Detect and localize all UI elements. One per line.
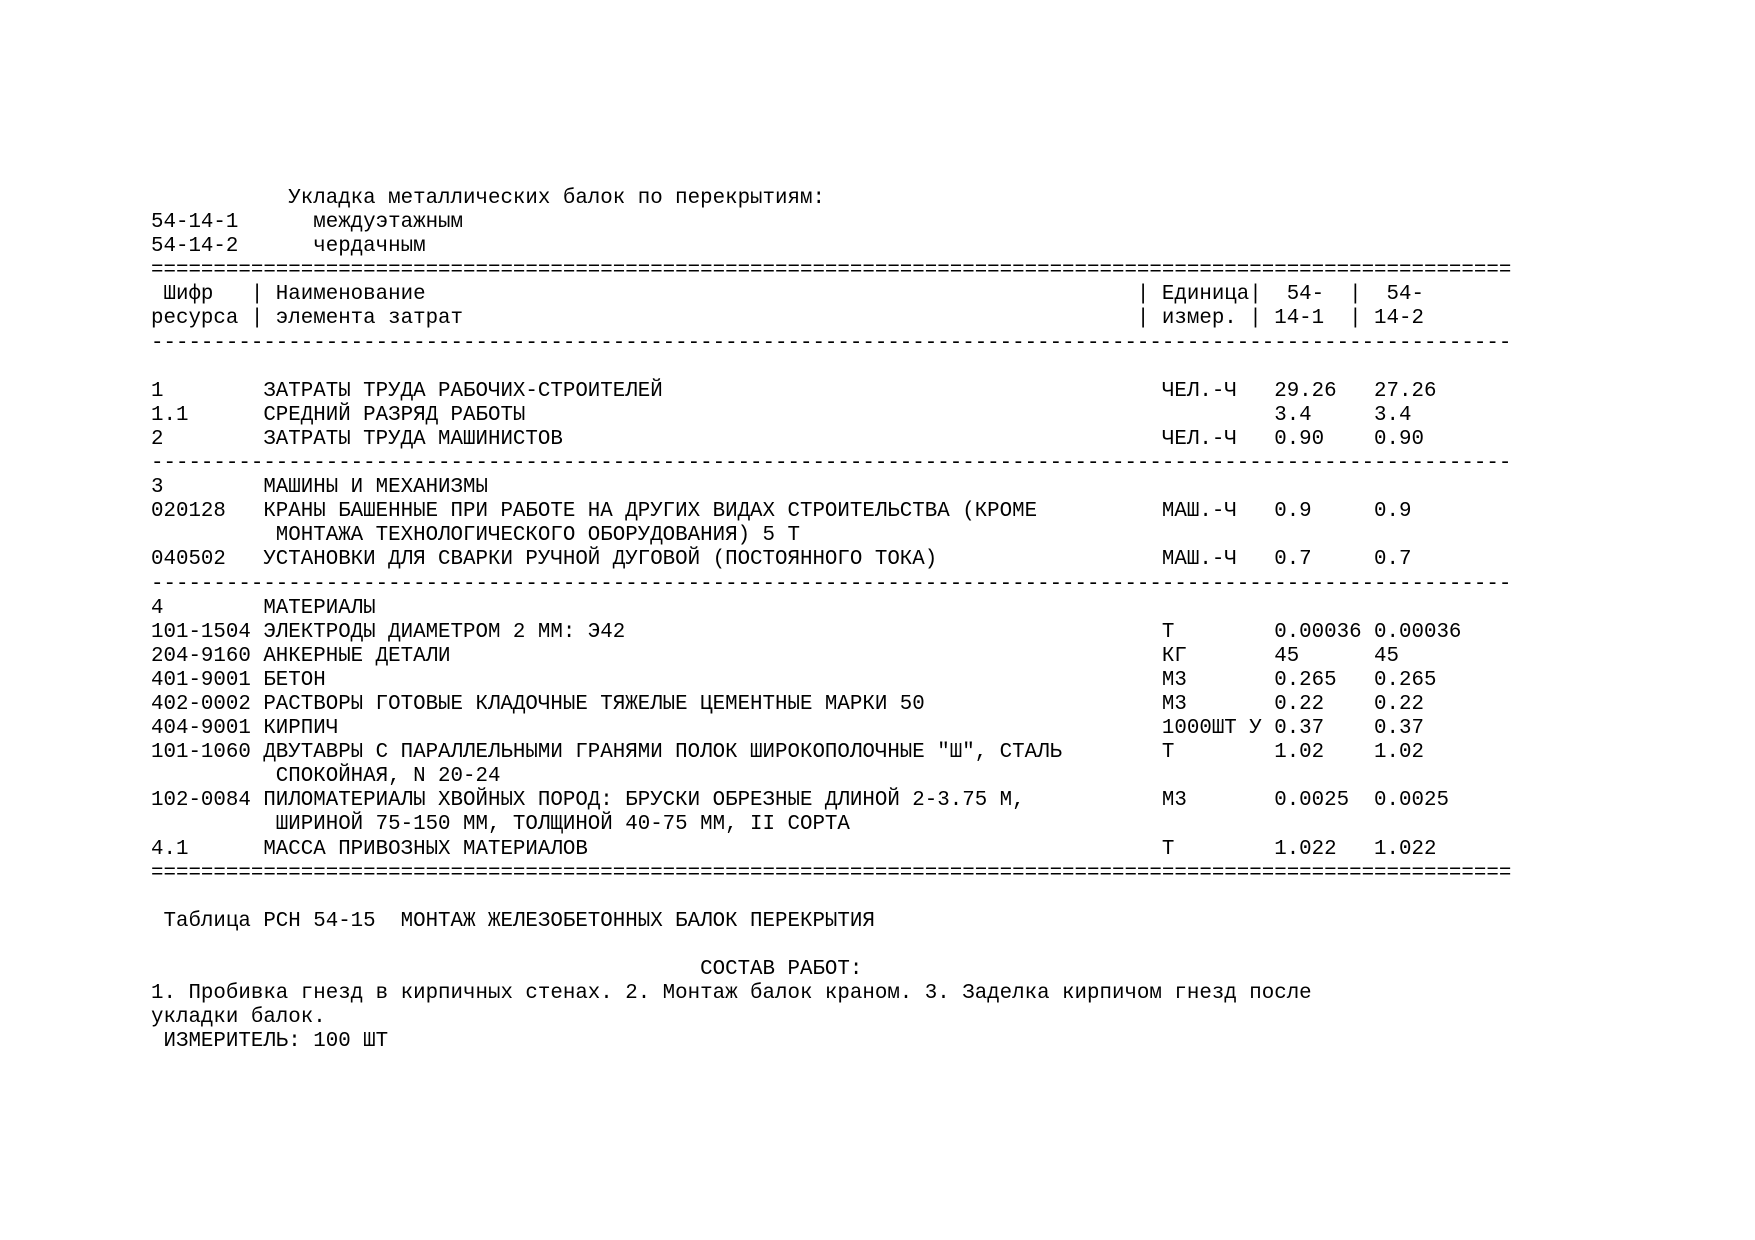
table-row-continuation: ШИРИНОЙ 75-150 ММ, ТОЛЩИНОЙ 40-75 ММ, II СОРТА [151,813,850,837]
table-header-row: ресурса | элемента затрат | измер. | 14-1 | 14-2 [151,307,1424,331]
table-row: 020128 КРАНЫ БАШЕННЫЕ ПРИ РАБОТЕ НА ДРУГИХ ВИДАХ СТРОИТЕЛЬСТВА (КРОМЕ МАШ.-Ч 0.9 0.9 [151,500,1412,524]
blank-line [151,356,1511,380]
table-row-continuation: МОНТАЖА ТЕХНОЛОГИЧЕСКОГО ОБОРУДОВАНИЯ) 5 Т [151,524,800,548]
table-row: 102-0084 ПИЛОМАТЕРИАЛЫ ХВОЙНЫХ ПОРОД: БРУСКИ ОБРЕЗНЫЕ ДЛИНОЙ 2-3.75 М, М3 0.0025 0.0025 [151,789,1449,813]
table-row: 204-9160 АНКЕРНЫЕ ДЕТАЛИ КГ 45 45 [151,644,1400,668]
table-row: 4 МАТЕРИАЛЫ [151,596,376,620]
table-row: 2 ЗАТРАТЫ ТРУДА МАШИНИСТОВ ЧЕЛ.-Ч 0.90 0.90 [151,427,1424,451]
table-row: 101-1504 ЭЛЕКТРОДЫ ДИАМЕТРОМ 2 ММ: Э42 Т 0.00036 0.00036 [151,620,1462,644]
table-row: 040502 УСТАНОВКИ ДЛЯ СВАРКИ РУЧНОЙ ДУГОВОЙ (ПОСТОЯННОГО ТОКА) МАШ.-Ч 0.7 0.7 [151,548,1412,572]
work-composition-text: 1. Пробивка гнезд в кирпичных стенах. 2. Монтаж балок краном. 3. Заделка кирпичом гнезд после [151,982,1312,1006]
document-page [151,187,1511,1054]
table-header-row: Шифр | Наименование | Единица| 54- | 54- [151,283,1424,307]
work-composition-text: укладки балок. [151,1006,326,1030]
blank-line [151,886,1511,910]
table-row: 3 МАШИНЫ И МЕХАНИЗМЫ [151,476,488,500]
table-row: 1.1 СРЕДНИЙ РАЗРЯД РАБОТЫ 3.4 3.4 [151,403,1412,427]
section-heading: Укладка металлических балок по перекрытиям: [151,187,825,210]
table-row-continuation: СПОКОЙНАЯ, N 20-24 [151,765,501,789]
table-separator: ------------------------------------------------------------------------------------------------------------- [151,572,1512,596]
table-border-double: ============================================================================================================= [151,861,1512,885]
table-separator: ------------------------------------------------------------------------------------------------------------- [151,452,1512,476]
table-row: 1 ЗАТРАТЫ ТРУДА РАБОЧИХ-СТРОИТЕЛЕЙ ЧЕЛ.-Ч 29.26 27.26 [151,379,1437,403]
table-row: 404-9001 КИРПИЧ 1000ШТ У 0.37 0.37 [151,717,1424,741]
table-border-double: ============================================================================================================= [151,259,1512,283]
measurement-unit-line: ИЗМЕРИТЕЛЬ: 100 ШТ [151,1030,389,1054]
work-composition-heading: СОСТАВ РАБОТ: [151,958,863,981]
table-row: 4.1 МАССА ПРИВОЗНЫХ МАТЕРИАЛОВ Т 1.022 1.022 [151,837,1437,861]
next-table-title: Таблица РСН 54-15 МОНТАЖ ЖЕЛЕЗОБЕТОННЫХ БАЛОК ПЕРЕКРЫТИЯ [151,909,875,933]
table-separator: ------------------------------------------------------------------------------------------------------------- [151,331,1512,355]
table-row: 101-1060 ДВУТАВРЫ С ПАРАЛЛЕЛЬНЫМИ ГРАНЯМИ ПОЛОК ШИРОКОПОЛОЧНЫЕ "Ш", СТАЛЬ Т 1.02 1.02 [151,741,1424,765]
variant-line: 54-14-1 междуэтажным [151,211,464,235]
blank-line [151,934,1511,958]
table-row: 401-9001 БЕТОН М3 0.265 0.265 [151,668,1437,692]
variant-line: 54-14-2 чердачным [151,235,426,259]
table-row: 402-0002 РАСТВОРЫ ГОТОВЫЕ КЛАДОЧНЫЕ ТЯЖЕЛЫЕ ЦЕМЕНТНЫЕ МАРКИ 50 М3 0.22 0.22 [151,692,1424,716]
